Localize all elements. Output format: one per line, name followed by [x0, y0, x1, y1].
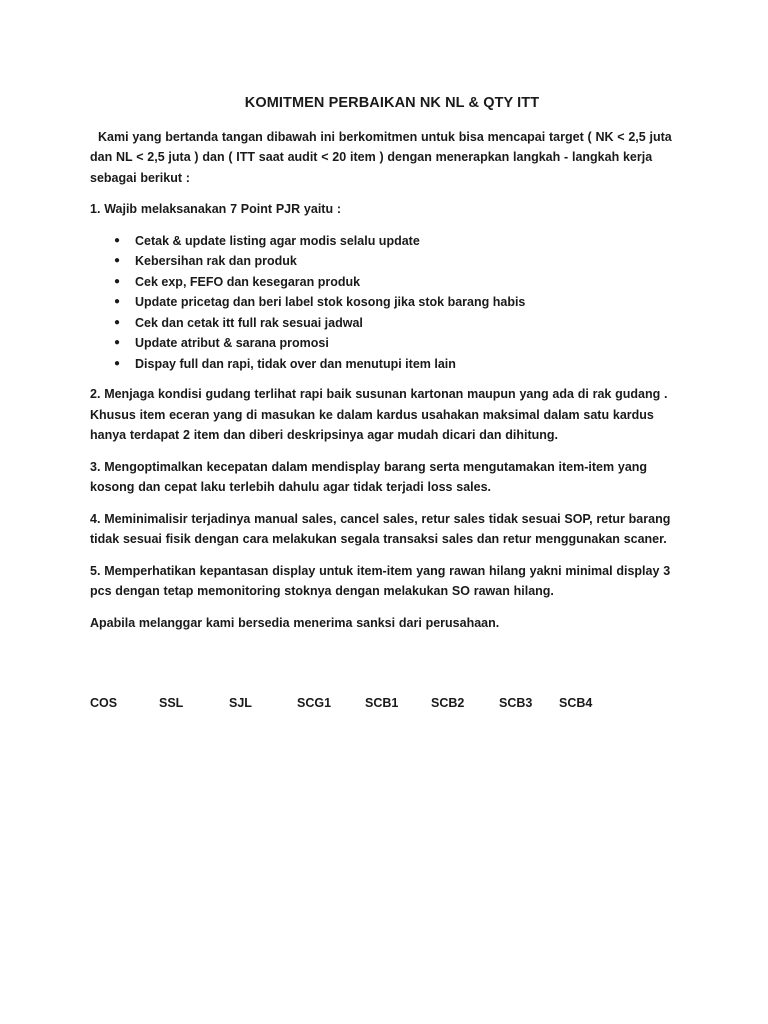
- bullet-icon: ●: [114, 316, 121, 328]
- list-item: [90, 354, 690, 375]
- point-4: 4. Meminimalisir terjadinya manual sales, cancel sales, retur sales tidak sesuai SOP, retur barang tidak sesuai fisik dengan cara melakukan segala transaksi sales dan retur menggunakan scaner.: [90, 511, 671, 546]
- list-item-text: Cek dan cetak itt full rak sesuai jadwal: [135, 315, 363, 330]
- list-item-text: Dispay full dan rapi, tidak over dan menutupi item lain: [135, 356, 456, 371]
- bullet-icon: ●: [114, 275, 121, 287]
- document-title: KOMITMEN PERBAIKAN NK NL & QTY ITT: [244, 95, 540, 111]
- bullet-icon: ●: [114, 296, 121, 307]
- signatory-scg1: SCG1: [297, 696, 332, 710]
- document-body: [90, 93, 690, 710]
- signatory-scb4: SCB4: [559, 696, 593, 710]
- signatory-sjl: SJL: [229, 696, 252, 710]
- bullet-icon: ●: [114, 337, 121, 348]
- point-5: 5. Memperhatikan kepantasan display untuk item-item yang rawan hilang yakni minimal display 3 pcs dengan tetap memonitoring stoknya dengan melakukan SO rawan hilang.: [90, 563, 671, 598]
- signatory-row: [90, 693, 690, 713]
- closing-statement: Apabila melanggar kami bersedia menerima sanksi dari perusahaan.: [90, 615, 500, 630]
- signatory-ssl: SSL: [159, 696, 184, 710]
- list-item-text: Update pricetag dan beri label stok kosong jika stok barang habis: [135, 295, 526, 309]
- bullet-icon: ●: [114, 234, 121, 246]
- list-item-text: Cetak & update listing agar modis selalu update: [135, 233, 420, 248]
- pjr-bullet-list: [90, 231, 690, 375]
- signatory-scb3: SCB3: [499, 696, 533, 710]
- point-2: 2. Menjaga kondisi gudang terlihat rapi baik susunan kartonan maupun yang ada di rak gudang . Khusus item eceran yang di masukan ke dalam kardus usahakan maksimal dalam satu kardus hanya terdapat 2 item dan diberi deskripsinya agar mudah dicari dan dihitung.: [90, 387, 668, 442]
- list-item: [90, 333, 690, 354]
- list-item-text: Update atribut & sarana promosi: [135, 336, 329, 350]
- signatory-cos: COS: [90, 696, 118, 710]
- list-item: [90, 292, 690, 313]
- signatory-scb2: SCB2: [431, 696, 465, 710]
- list-item-text: Cek exp, FEFO dan kesegaran produk: [135, 274, 361, 289]
- bullet-icon: ●: [114, 255, 121, 266]
- list-item: [90, 313, 690, 334]
- list-item: [90, 231, 690, 252]
- bullet-icon: ●: [114, 357, 121, 369]
- list-item: [90, 251, 690, 272]
- signatory-scb1: SCB1: [365, 696, 399, 710]
- intro-paragraph: Kami yang bertanda tangan dibawah ini berkomitmen untuk bisa mencapai target ( NK < 2,5 juta dan NL < 2,5 juta ) dan ( ITT saat audit < 20 item ) dengan menerapkan langkah - langkah kerja sebagai berikut :: [90, 129, 672, 185]
- list-item-text: Kebersihan rak dan produk: [135, 254, 297, 268]
- point-1: 1. Wajib melaksanakan 7 Point PJR yaitu :: [90, 202, 342, 216]
- list-item: [90, 272, 690, 293]
- point-3: 3. Mengoptimalkan kecepatan dalam mendisplay barang serta mengutamakan item-item yang kosong dan cepat laku terlebih dahulu agar tidak terjadi loss sales.: [90, 459, 648, 494]
